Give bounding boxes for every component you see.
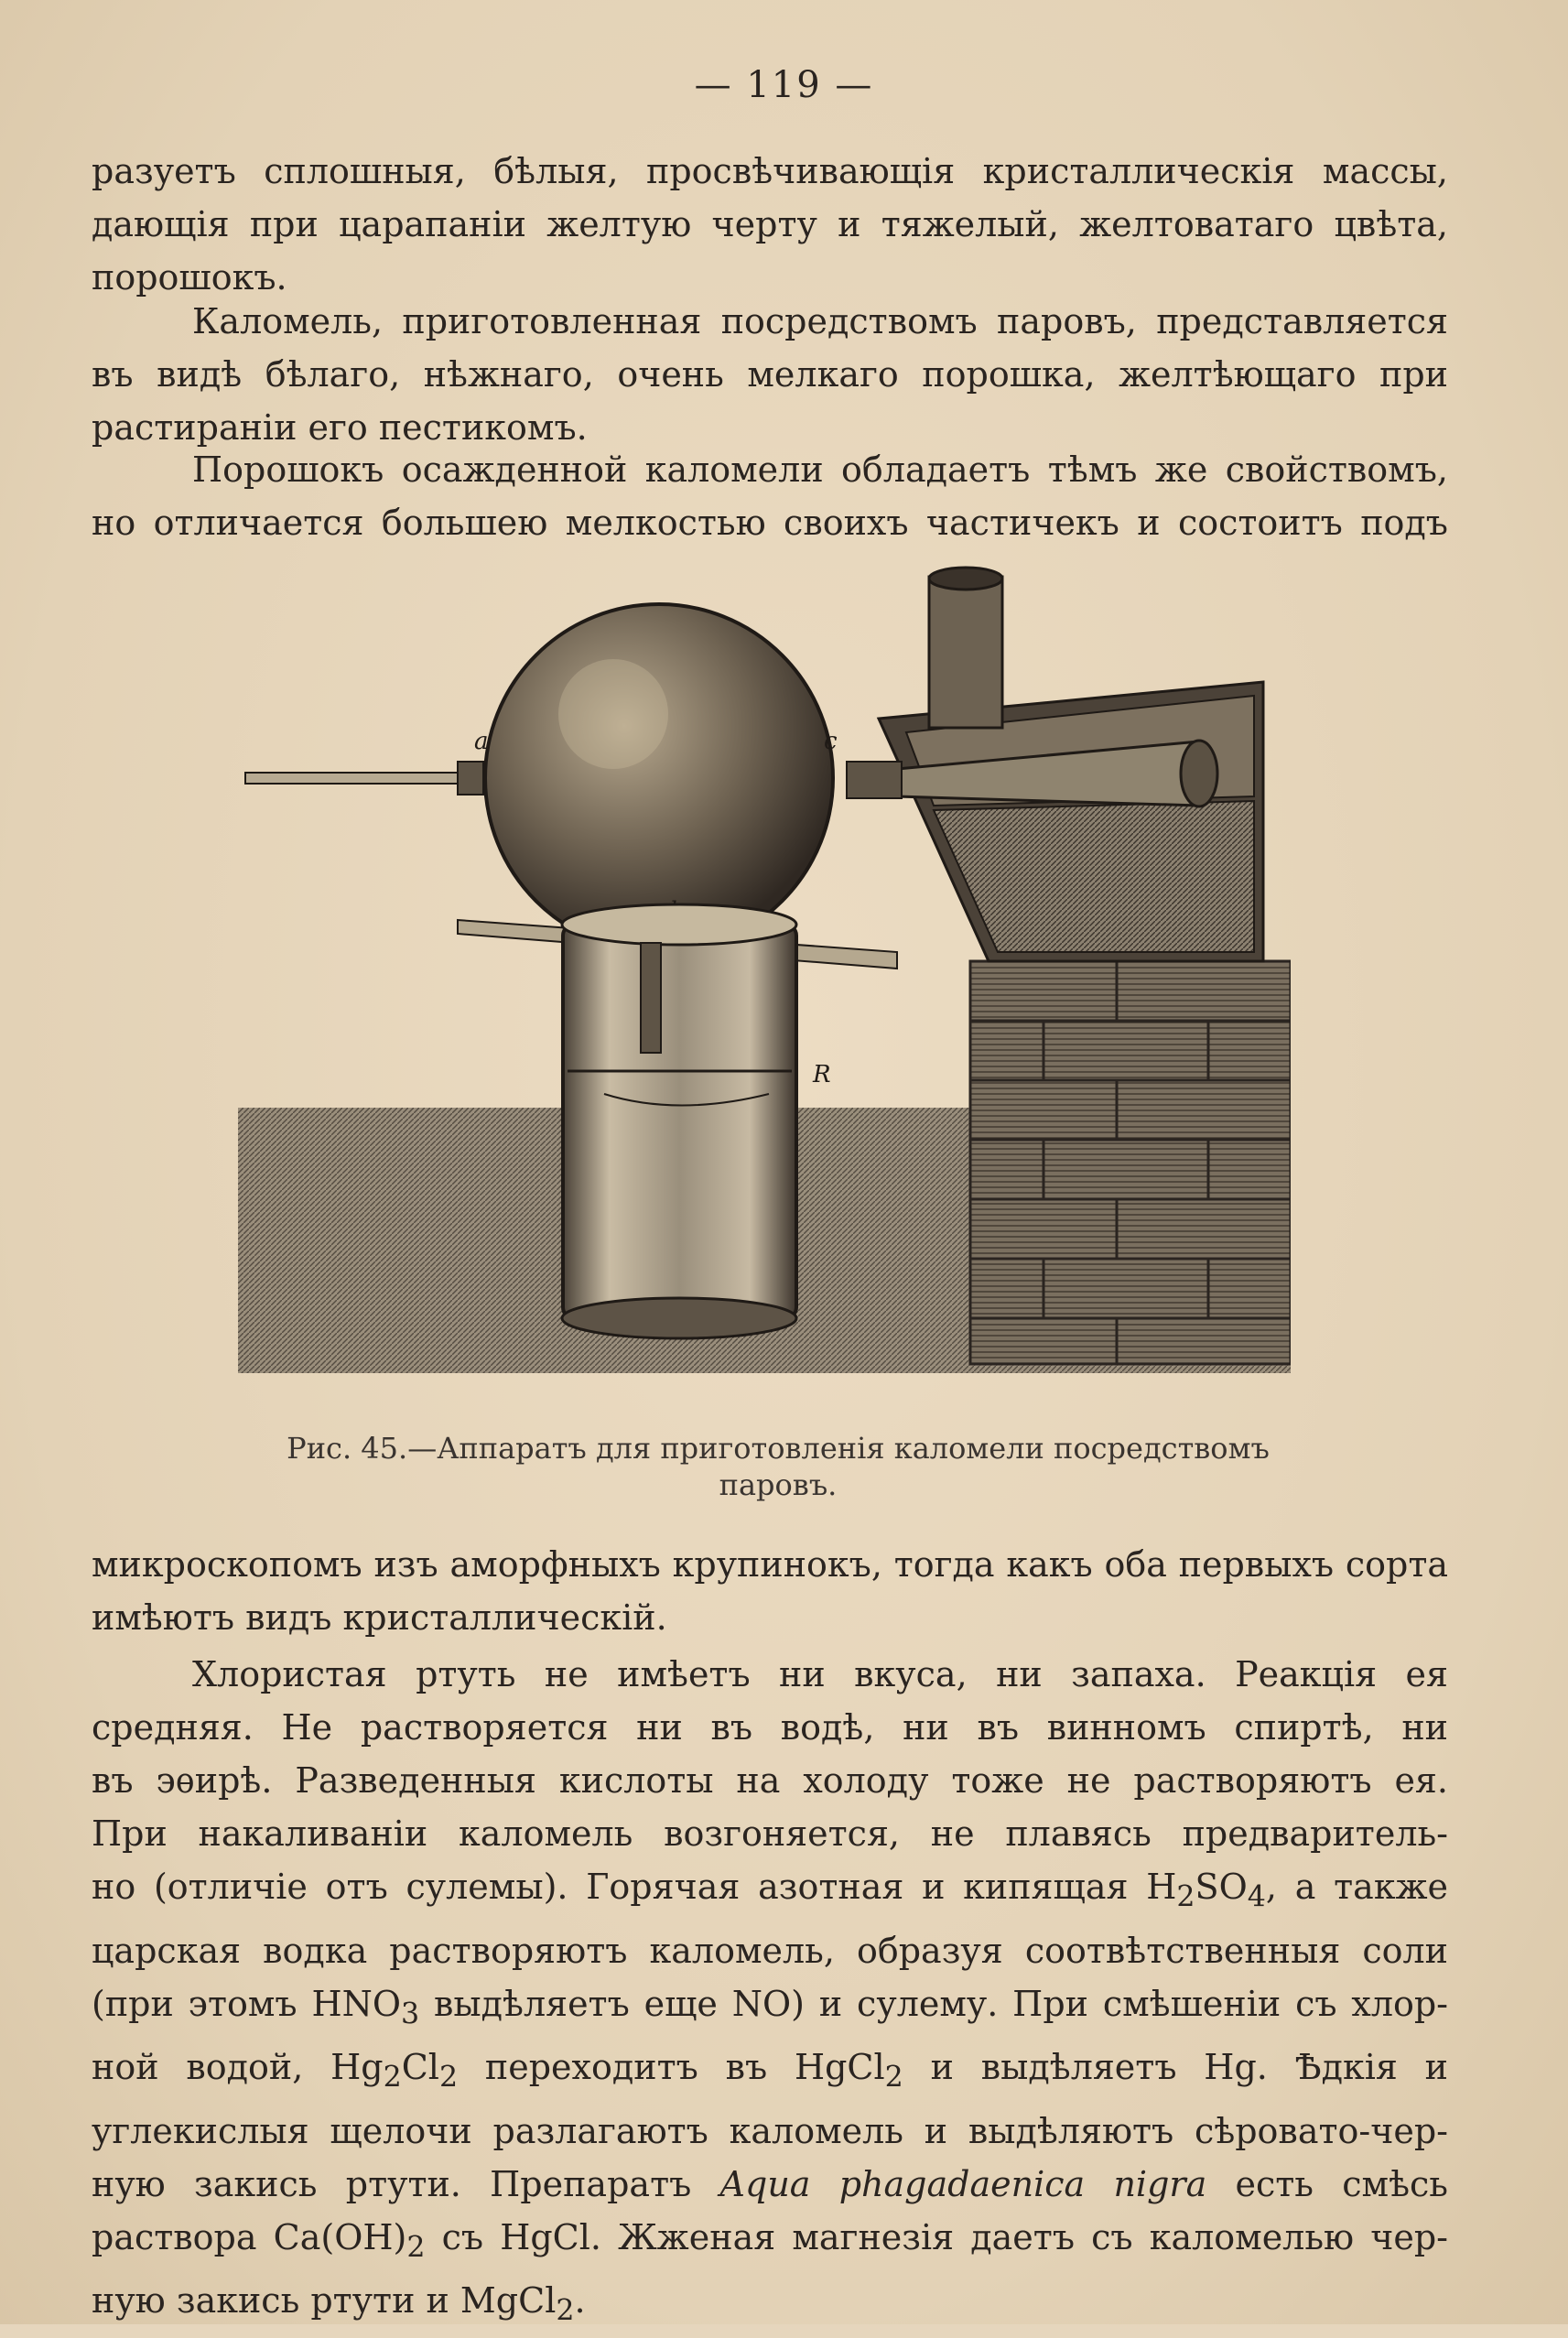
text-line: но (отличіе отъ сулемы). Горячая азотная и кипящая $H_2SO_4$, а также — [92, 1867, 1449, 1914]
text-line: имѣютъ видъ кристаллическій. — [92, 1597, 667, 1638]
paragraph-after-figure — [92, 1538, 1448, 1644]
apparatus-illustration — [238, 558, 1291, 1373]
paragraph-calomel — [92, 295, 1448, 454]
caption-line: Рис. 45.—Аппаратъ для приготовленія каломели посредствомъ — [287, 1431, 1270, 1466]
text-line: раствора $Ca(OH)_2$ съ HgCl. Жженая магнезія даетъ съ каломелью чер- — [92, 2216, 1448, 2265]
text-line: дающія при царапаніи желтую черту и тяжелый, желтоватаго цвѣта, — [92, 204, 1448, 244]
text-line: царская водка растворяютъ каломель, образуя соотвѣтственныя соли — [92, 1930, 1448, 1971]
figure-label-a: a — [474, 728, 489, 755]
text-line: Каломель, приготовленная посредствомъ паровъ, представляется — [192, 301, 1448, 341]
text-line: ной водой, $Hg_2Cl_2$ переходитъ въ HgCl$_2$ и выдѣляетъ Hg. Ѣдкія и — [92, 2047, 1448, 2094]
text-line: порошокъ. — [92, 257, 287, 298]
figure-label-c: c — [824, 728, 838, 755]
text-line: въ видѣ бѣлаго, нѣжнаго, очень мелкаго порошка, желтѣющаго при — [92, 354, 1448, 395]
figure-caption — [183, 1430, 1373, 1503]
glass-jar — [562, 904, 796, 1338]
text-line: микроскопомъ изъ аморфныхъ крупинокъ, тогда какъ оба первыхъ сорта — [92, 1544, 1448, 1585]
figure-label-r: R — [813, 1061, 831, 1088]
paragraph-intro — [92, 145, 1448, 304]
left-rod — [245, 773, 460, 784]
chimney — [929, 577, 1002, 728]
paragraph-main — [92, 1648, 1448, 2338]
text-line: въ эѳирѣ. Разведенныя кислоты на холоду тоже не растворяютъ ея. — [92, 1760, 1448, 1801]
glass-sphere — [485, 604, 833, 952]
text-line: При накаливаніи каломель возгоняется, не плавясь предваритель- — [92, 1813, 1448, 1854]
page-number: — 119 — — [694, 64, 874, 106]
text-line: разуетъ сплошныя, бѣлыя, просвѣчивающія кристаллическія массы, — [92, 151, 1448, 191]
text-line: ную закись ртути и MgCl$_2$. — [92, 2280, 586, 2328]
text-line: средняя. Не растворяется ни въ водѣ, ни въ винномъ спиртѣ, ни — [92, 1707, 1448, 1748]
caption-line: паровъ. — [719, 1467, 838, 1502]
text-line: Хлористая ртуть не имѣетъ ни вкуса, ни запаха. Реакція ея — [192, 1654, 1448, 1694]
text-line: ную закись ртути. Препаратъ Aqua phagadaenica nigra есть смѣсь — [92, 2163, 1448, 2204]
paragraph-powder — [92, 443, 1448, 549]
brick-furnace — [970, 961, 1291, 1364]
text-line: Порошокъ осажденной каломели обладаетъ тѣмъ же свойствомъ, — [192, 449, 1448, 490]
text-line: растираніи его пестикомъ. — [92, 407, 588, 448]
text-line: (при этомъ $HNO_3$ выдѣляетъ еще NO) и сулему. При смѣшеніи съ хлор- — [92, 1983, 1448, 2031]
text-line: углекислыя щелочи разлагаютъ каломель и выдѣляютъ сѣровато-чер- — [92, 2110, 1448, 2151]
text-line: но отличается большею мелкостью своихъ частичекъ и состоитъ подъ — [92, 503, 1448, 543]
